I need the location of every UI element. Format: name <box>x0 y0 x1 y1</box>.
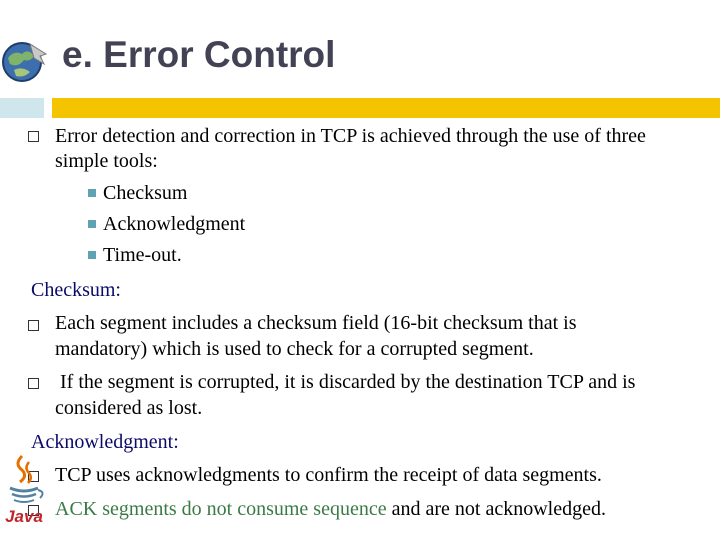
checksum-bullet-2-line-2: considered as lost. <box>55 397 203 419</box>
ack-bullet-1: TCP uses acknowledgments to confirm the receipt of data segments. <box>55 464 602 486</box>
intro-line-1: Error detection and correction in TCP is achieved through the use of three <box>55 125 646 147</box>
ack-bullet-2-highlight: ACK segments do not consume sequence <box>55 498 387 520</box>
bullet-box-icon <box>28 131 39 142</box>
slide-title: e. Error Control <box>62 34 336 75</box>
checksum-heading: Checksum: <box>31 279 121 301</box>
intro-line-2: simple tools: <box>55 150 158 172</box>
globe-logo-icon <box>0 40 48 84</box>
checksum-bullet-1-line-1: Each segment includes a checksum field (16-bit checksum that is <box>55 312 577 334</box>
ack-bullet-2 <box>55 497 606 521</box>
title-bar-left <box>0 98 44 118</box>
java-logo-text: Java <box>5 507 43 526</box>
checksum-bullet-1-line-2: mandatory) which is used to check for a corrupted segment. <box>55 338 534 360</box>
sub-bullet-icon <box>88 220 96 228</box>
ack-bullet-2-rest: and are not acknowledged. <box>386 498 606 520</box>
sub-bullet-icon <box>88 189 96 197</box>
tool-item-timeout: Time-out. <box>103 244 182 266</box>
bullet-box-icon <box>28 320 39 331</box>
tool-item-checksum: Checksum <box>103 182 188 204</box>
tool-item-acknowledgment: Acknowledgment <box>103 213 246 235</box>
java-logo-icon <box>2 452 46 526</box>
bullet-box-icon <box>28 378 39 389</box>
sub-bullet-icon <box>88 251 96 259</box>
title-bar-right <box>52 98 720 118</box>
checksum-bullet-2-line-1: If the segment is corrupted, it is discarded by the destination TCP and is <box>60 371 636 393</box>
ack-heading: Acknowledgment: <box>31 431 179 453</box>
